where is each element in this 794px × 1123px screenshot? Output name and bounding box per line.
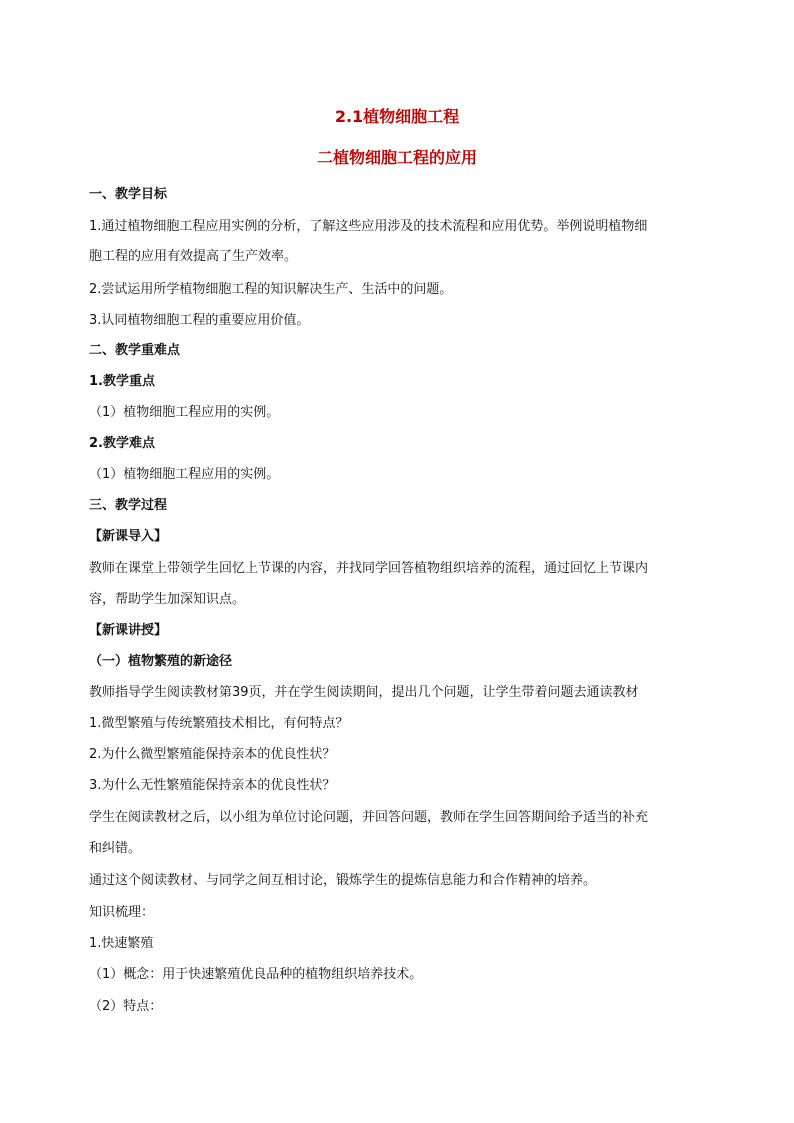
discussion-line-1: 学生在阅读教材之后，以小组为单位讨论问题，并回答问题，教师在学生回答期间给予适当的补充 <box>89 810 649 825</box>
summary-features: （2）特点： <box>89 999 163 1014</box>
question-1: 1.微型繁殖与传统繁殖技术相比，有何特点？ <box>89 716 349 731</box>
subheading-key-points: 1.教学重点 <box>89 374 155 389</box>
objective-1-line-1: 1.通过植物细胞工程应用实例的分析，了解这些应用涉及的技术流程和应用优势。举例说明植物细 <box>89 219 648 234</box>
subsection-plant-propagation: （一）植物繁殖的新途径 <box>89 654 233 669</box>
subheading-difficult-points: 2.教学难点 <box>89 436 155 451</box>
summary-concept: （1）概念：用于快速繁殖优良品种的植物组织培养技术。 <box>89 967 423 982</box>
section-new-lesson-teaching: 【新课讲授】 <box>89 623 168 638</box>
training-paragraph: 通过这个阅读教材、与同学之间互相讨论，锻炼学生的提炼信息能力和合作精神的培养。 <box>89 873 597 888</box>
knowledge-summary-label: 知识梳理： <box>89 905 155 920</box>
summary-item-rapid-propagation: 1.快速繁殖 <box>89 936 154 951</box>
heading-key-difficult-points: 二、教学重难点 <box>89 343 181 358</box>
objective-1-line-2: 胞工程的应用有效提高了生产效率。 <box>89 249 298 264</box>
objective-3: 3.认同植物细胞工程的重要应用价值。 <box>89 313 310 328</box>
document-subtitle: 二植物细胞工程的应用 <box>316 148 477 167</box>
heading-teaching-objectives: 一、教学目标 <box>89 187 168 202</box>
intro-paragraph-line-1: 教师在课堂上带领学生回忆上节课的内容，并找同学回答植物组织培养的流程，通过回忆上节课内 <box>89 561 649 576</box>
intro-paragraph-line-2: 容，帮助学生加深知识点。 <box>89 592 246 607</box>
question-2: 2.为什么微型繁殖能保持亲本的优良性状？ <box>89 747 336 762</box>
difficult-point-1: （1）植物细胞工程应用的实例。 <box>89 467 280 482</box>
key-point-1: （1）植物细胞工程应用的实例。 <box>89 405 280 420</box>
discussion-line-2: 和纠错。 <box>89 841 142 856</box>
reading-instruction: 教师指导学生阅读教材第39页，并在学生阅读期间，提出几个问题，让学生带着问题去通读教材 <box>89 685 639 700</box>
heading-teaching-process: 三、教学过程 <box>89 498 168 513</box>
document-title: 2.1植物细胞工程 <box>334 107 460 126</box>
section-new-lesson-intro: 【新课导入】 <box>89 529 168 544</box>
question-3: 3.为什么无性繁殖能保持亲本的优良性状？ <box>89 778 336 793</box>
objective-2: 2.尝试运用所学植物细胞工程的知识解决生产、生活中的问题。 <box>89 282 453 297</box>
